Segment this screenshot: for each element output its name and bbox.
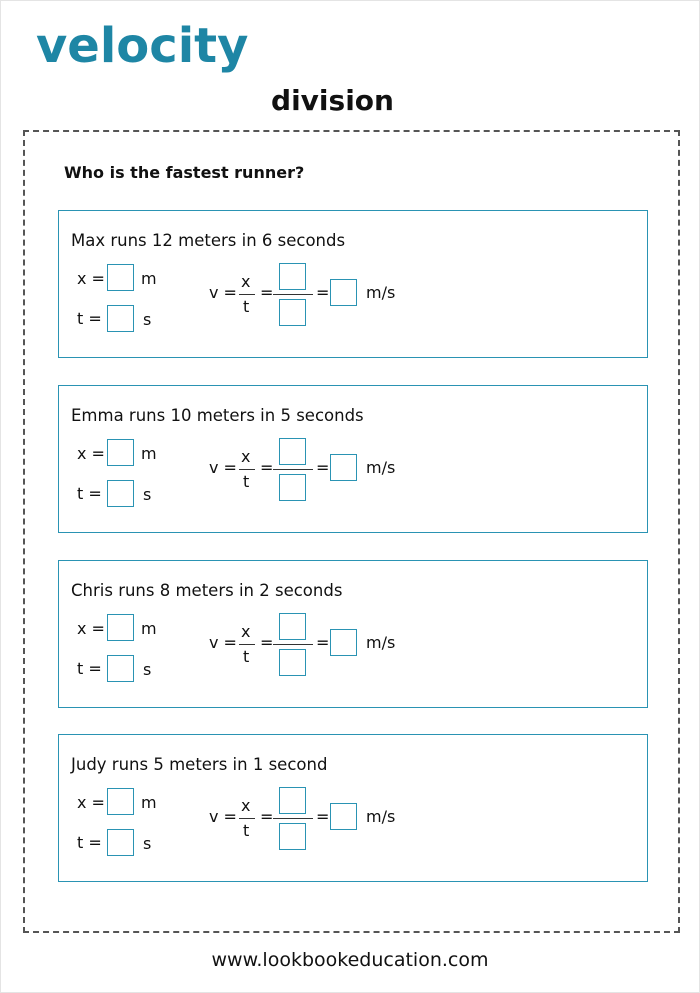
problem-statement: Judy runs 5 meters in 1 second	[71, 755, 328, 774]
problem-card	[58, 560, 648, 708]
denominator-box[interactable]	[279, 823, 306, 850]
x-answer-box[interactable]	[107, 788, 134, 815]
v-label: v =	[209, 283, 237, 302]
velocity-unit: m/s	[366, 283, 396, 302]
t-answer-box[interactable]	[107, 829, 134, 856]
fraction-denominator-t: t	[243, 297, 250, 316]
v-label: v =	[209, 633, 237, 652]
denominator-box[interactable]	[279, 474, 306, 501]
v-label: v =	[209, 807, 237, 826]
x-answer-box[interactable]	[107, 614, 134, 641]
t-label: t =	[77, 309, 102, 328]
numerator-box[interactable]	[279, 438, 306, 465]
equals-sign: =	[316, 807, 330, 826]
fraction-numerator-x: x	[241, 272, 251, 291]
denominator-box[interactable]	[279, 299, 306, 326]
question-heading: Who is the fastest runner?	[64, 163, 305, 182]
problem-statement: Chris runs 8 meters in 2 seconds	[71, 581, 343, 600]
footer-url: www.lookbookeducation.com	[211, 949, 489, 971]
t-answer-box[interactable]	[107, 305, 134, 332]
velocity-answer-box[interactable]	[330, 454, 357, 481]
fraction-numerator-x: x	[241, 622, 251, 641]
page-subtitle: division	[271, 84, 394, 117]
equals-sign: =	[260, 807, 274, 826]
t-answer-box[interactable]	[107, 655, 134, 682]
problem-statement: Emma runs 10 meters in 5 seconds	[71, 406, 364, 425]
velocity-answer-box[interactable]	[330, 279, 357, 306]
v-label: v =	[209, 458, 237, 477]
fraction-numerator-x: x	[241, 796, 251, 815]
meters-unit: m	[141, 619, 157, 638]
problem-card	[58, 385, 648, 533]
x-label: x =	[77, 444, 105, 463]
equals-sign: =	[316, 283, 330, 302]
fraction-bar	[273, 644, 313, 645]
equals-sign: =	[316, 633, 330, 652]
velocity-unit: m/s	[366, 633, 396, 652]
equals-sign: =	[260, 458, 274, 477]
equals-sign: =	[316, 458, 330, 477]
problem-statement: Max runs 12 meters in 6 seconds	[71, 231, 346, 250]
denominator-box[interactable]	[279, 649, 306, 676]
numerator-box[interactable]	[279, 613, 306, 640]
seconds-unit: s	[143, 485, 152, 504]
fraction-denominator-t: t	[243, 821, 250, 840]
meters-unit: m	[141, 444, 157, 463]
fraction-bar	[273, 818, 313, 819]
velocity-answer-box[interactable]	[330, 803, 357, 830]
numerator-box[interactable]	[279, 787, 306, 814]
equals-sign: =	[260, 283, 274, 302]
velocity-unit: m/s	[366, 807, 396, 826]
numerator-box[interactable]	[279, 263, 306, 290]
problem-card	[58, 210, 648, 358]
x-label: x =	[77, 619, 105, 638]
t-label: t =	[77, 659, 102, 678]
fraction-bar	[273, 294, 313, 295]
fraction-denominator-t: t	[243, 472, 250, 491]
meters-unit: m	[141, 793, 157, 812]
x-label: x =	[77, 793, 105, 812]
fraction-denominator-t: t	[243, 647, 250, 666]
seconds-unit: s	[143, 834, 152, 853]
x-answer-box[interactable]	[107, 439, 134, 466]
x-label: x =	[77, 269, 105, 288]
t-label: t =	[77, 484, 102, 503]
seconds-unit: s	[143, 310, 152, 329]
fraction-bar	[239, 469, 255, 470]
page-title: velocity	[36, 18, 249, 74]
x-answer-box[interactable]	[107, 264, 134, 291]
seconds-unit: s	[143, 660, 152, 679]
t-label: t =	[77, 833, 102, 852]
velocity-answer-box[interactable]	[330, 629, 357, 656]
velocity-unit: m/s	[366, 458, 396, 477]
fraction-bar	[239, 644, 255, 645]
fraction-bar	[239, 818, 255, 819]
fraction-numerator-x: x	[241, 447, 251, 466]
t-answer-box[interactable]	[107, 480, 134, 507]
fraction-bar	[239, 294, 255, 295]
fraction-bar	[273, 469, 313, 470]
problem-card	[58, 734, 648, 882]
meters-unit: m	[141, 269, 157, 288]
equals-sign: =	[260, 633, 274, 652]
